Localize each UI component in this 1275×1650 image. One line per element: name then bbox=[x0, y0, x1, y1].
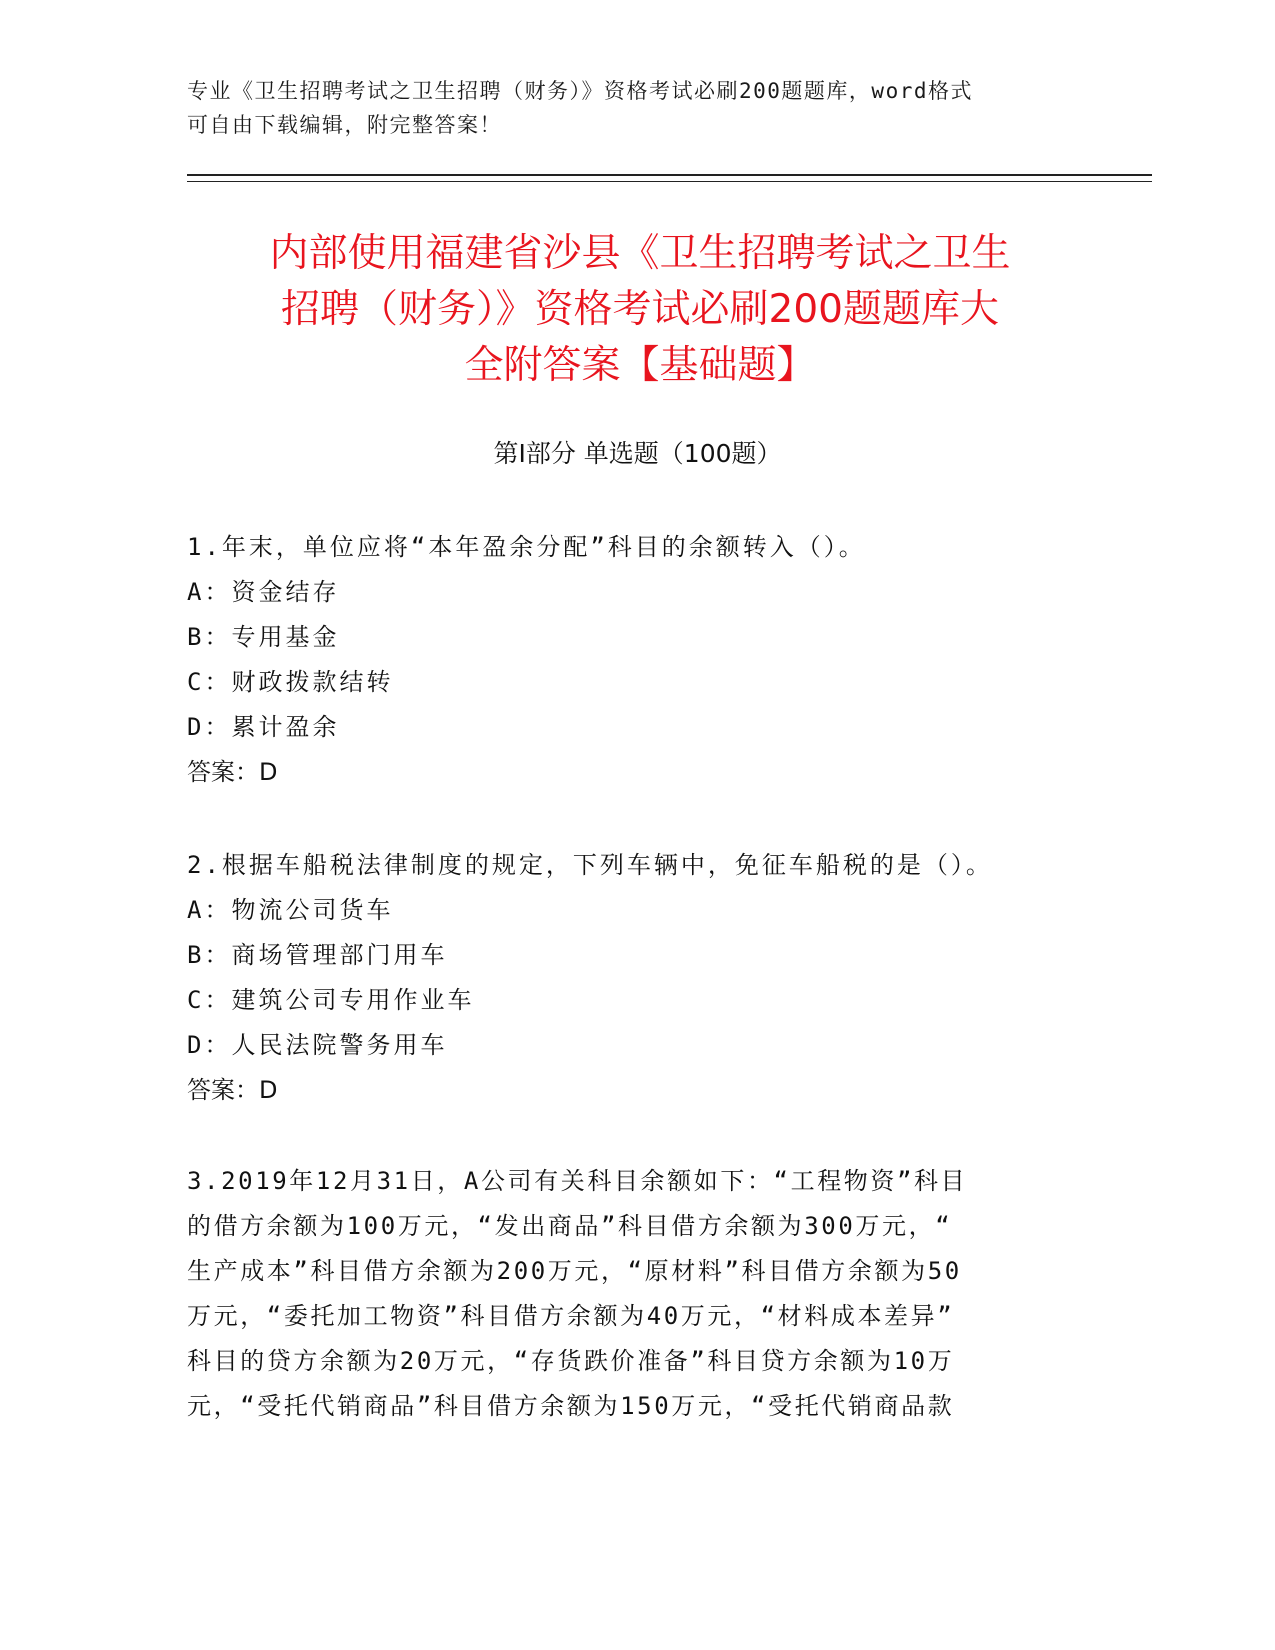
header-divider bbox=[187, 174, 1152, 176]
question-stem-line: 元，“受托代销商品”科目借方余额为150万元，“受托代销商品款 bbox=[187, 1392, 955, 1420]
option-c: C：财政拨款结转 bbox=[187, 668, 394, 696]
question-stem-line: 生产成本”科目借方余额为200万元，“原材料”科目借方余额为50 bbox=[187, 1257, 962, 1285]
title-line: 内部使用福建省沙县《卫生招聘考试之卫生 bbox=[269, 231, 1011, 276]
option-a: A：资金结存 bbox=[187, 578, 340, 606]
section-heading: 第Ⅰ部分 单选题（100题） bbox=[493, 439, 782, 468]
answer-line: 答案：D bbox=[187, 758, 278, 786]
answer-line: 答案：D bbox=[187, 1076, 278, 1104]
question-item bbox=[187, 843, 1067, 1113]
option-c: C：建筑公司专用作业车 bbox=[187, 986, 475, 1014]
header-note-line: 可自由下载编辑，附完整答案！ bbox=[187, 113, 502, 137]
document-title bbox=[190, 226, 1090, 394]
option-d: D：累计盈余 bbox=[187, 713, 340, 741]
header-divider-thin bbox=[187, 181, 1152, 182]
question-stem: 1.年末，单位应将“本年盈余分配”科目的余额转入（）。 bbox=[187, 533, 866, 561]
question-item bbox=[187, 525, 1067, 795]
question-stem-line: 万元，“委托加工物资”科目借方余额为40万元，“材料成本差异” bbox=[187, 1302, 955, 1330]
question-stem-line: 科目的贷方余额为20万元，“存货跌价准备”科目贷方余额为10万 bbox=[187, 1347, 955, 1375]
option-b: B：专用基金 bbox=[187, 623, 340, 651]
question-stem-line: 3.2019年12月31日，A公司有关科目余额如下：“工程物资”科目 bbox=[187, 1167, 968, 1195]
option-b: B：商场管理部门用车 bbox=[187, 941, 448, 969]
option-a: A：物流公司货车 bbox=[187, 896, 394, 924]
question-stem: 2.根据车船税法律制度的规定，下列车辆中，免征车船税的是（）。 bbox=[187, 851, 993, 879]
header-note-line: 专业《卫生招聘考试之卫生招聘（财务）》资格考试必刷200题题库，word格式 bbox=[187, 79, 973, 103]
option-d: D：人民法院警务用车 bbox=[187, 1031, 448, 1059]
title-line: 全附答案【基础题】 bbox=[464, 343, 816, 388]
header-note bbox=[187, 74, 1067, 142]
question-item bbox=[187, 1159, 1067, 1429]
title-line: 招聘（财务）》资格考试必刷200题题库大 bbox=[281, 287, 999, 332]
question-stem-line: 的借方余额为100万元，“发出商品”科目借方余额为300万元，“ bbox=[187, 1212, 953, 1240]
